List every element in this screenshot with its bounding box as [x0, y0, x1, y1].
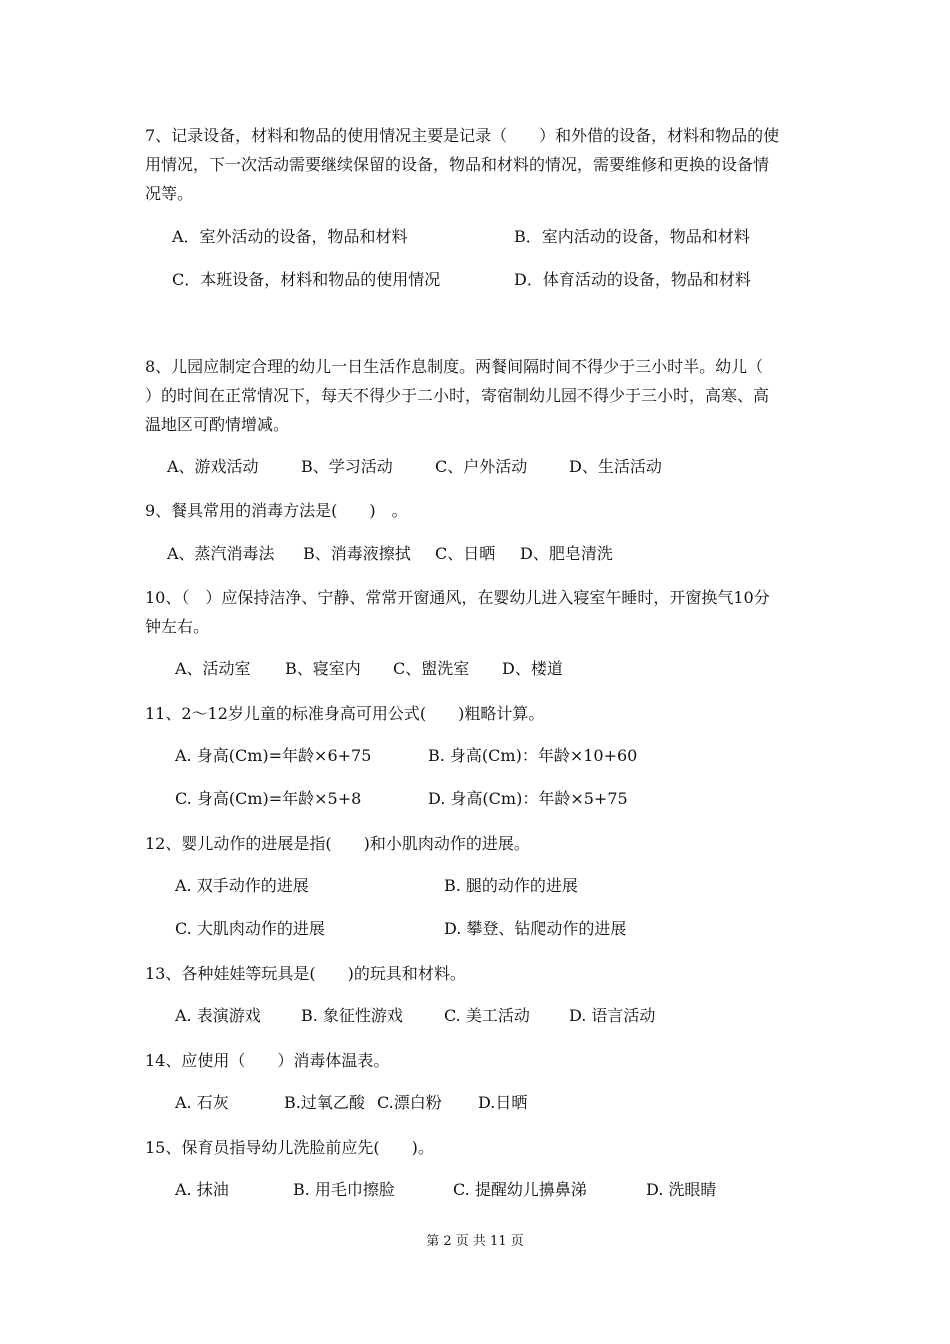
- question-11-option-b: B. 身高(Cm)：年龄×10+60: [428, 746, 638, 765]
- question-12-option-a: A. 双手动作的进展: [175, 876, 309, 895]
- question-9-option-d: D、肥皂清洗: [520, 544, 613, 563]
- question-8-option-c: C、户外活动: [435, 457, 528, 476]
- question-15-line-1: 15、保育员指导幼儿洗脸前应先( )。: [145, 1138, 434, 1157]
- question-7-option-c: C．本班设备，材料和物品的使用情况: [172, 270, 441, 289]
- page-footer: 第 2 页 共 11 页: [426, 1234, 524, 1249]
- question-15-option-b: B. 用毛巾擦脸: [293, 1180, 395, 1199]
- question-7-line-2: 用情况，下一次活动需要继续保留的设备，物品和材料的情况，需要维修和更换的设备情: [145, 155, 770, 174]
- question-10-option-b: B、寝室内: [285, 659, 361, 678]
- question-13: [145, 959, 815, 988]
- question-9-option-c: C、日晒: [435, 544, 496, 563]
- question-11-option-a: A. 身高(Cm)=年龄×6+75: [175, 746, 372, 765]
- question-7-option-a: A．室外活动的设备，物品和材料: [172, 227, 408, 246]
- question-9-option-b: B、消毒液擦拭: [303, 544, 411, 563]
- question-8-option-d: D、生活活动: [569, 457, 662, 476]
- question-7-line-1: 7、记录设备，材料和物品的使用情况主要是记录（ ）和外借的设备，材料和物品的使: [145, 126, 780, 145]
- question-9-option-a: A、蒸汽消毒法: [167, 544, 275, 563]
- question-8-line-2: ）的时间在正常情况下，每天不得少于二小时，寄宿制幼儿园不得少于三小时，高寒、高: [145, 386, 770, 405]
- question-13-option-d: D. 语言活动: [569, 1006, 656, 1025]
- question-15-option-d: D. 洗眼睛: [646, 1180, 717, 1199]
- question-11: [145, 699, 815, 728]
- question-12: [145, 829, 815, 858]
- question-11-line-1: 11、2～12岁儿童的标准身高可用公式( )粗略计算。: [145, 704, 545, 723]
- question-7: [145, 121, 815, 208]
- question-14-line-1: 14、应使用（ ）消毒体温表。: [145, 1051, 390, 1070]
- question-14-option-c: C.漂白粉: [377, 1093, 442, 1112]
- question-9: [145, 496, 815, 525]
- question-8: [145, 352, 815, 439]
- question-12-line-1: 12、婴儿动作的进展是指( )和小肌肉动作的进展。: [145, 834, 530, 853]
- question-10-option-d: D、楼道: [502, 659, 563, 678]
- question-11-option-d: D. 身高(Cm)：年龄×5+75: [428, 789, 628, 808]
- question-13-line-1: 13、各种娃娃等玩具是( )的玩具和材料。: [145, 964, 466, 983]
- question-7-option-d: D．体育活动的设备，物品和材料: [514, 270, 751, 289]
- question-15-option-c: C. 提醒幼儿擤鼻涕: [453, 1180, 587, 1199]
- question-13-option-b: B. 象征性游戏: [301, 1006, 403, 1025]
- question-9-line-1: 9、餐具常用的消毒方法是( ) 。: [145, 501, 408, 520]
- question-10: [145, 583, 815, 641]
- question-11-option-c: C. 身高(Cm)=年龄×5+8: [175, 789, 362, 808]
- question-8-line-3: 温地区可酌情增减。: [145, 415, 290, 434]
- question-12-option-b: B. 腿的动作的进展: [444, 876, 578, 895]
- question-8-option-b: B、学习活动: [301, 457, 393, 476]
- question-15-option-a: A. 抹油: [175, 1180, 229, 1199]
- question-10-option-c: C、盥洗室: [393, 659, 470, 678]
- question-14-option-b: B.过氧乙酸: [284, 1093, 365, 1112]
- question-10-option-a: A、活动室: [175, 659, 251, 678]
- question-12-option-c: C. 大肌肉动作的进展: [175, 919, 325, 938]
- question-13-option-a: A. 表演游戏: [175, 1006, 261, 1025]
- question-13-option-c: C. 美工活动: [444, 1006, 530, 1025]
- question-14: [145, 1046, 815, 1075]
- question-14-option-a: A. 石灰: [175, 1093, 229, 1112]
- question-14-option-d: D.日晒: [478, 1093, 528, 1112]
- question-10-line-1: 10、（ ）应保持洁净、宁静、常常开窗通风，在婴幼儿进入寝室午睡时，开窗换气10分: [145, 588, 770, 607]
- question-10-line-2: 钟左右。: [145, 617, 210, 636]
- question-8-option-a: A、游戏活动: [167, 457, 259, 476]
- question-8-line-1: 8、儿园应制定合理的幼儿一日生活作息制度。两餐间隔时间不得少于三小时半。幼儿（: [145, 357, 764, 376]
- question-7-line-3: 况等。: [145, 184, 194, 203]
- question-12-option-d: D. 攀登、钻爬动作的进展: [444, 919, 627, 938]
- question-15: [145, 1133, 815, 1162]
- question-7-option-b: B．室内活动的设备，物品和材料: [514, 227, 750, 246]
